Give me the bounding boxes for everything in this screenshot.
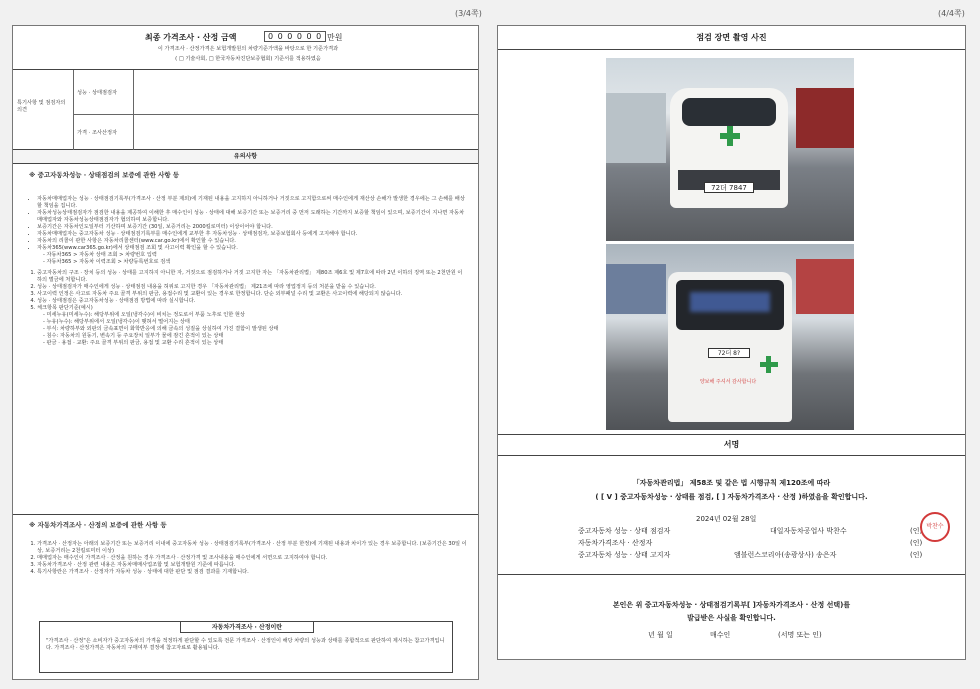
rear-vehicle-photo — [606, 244, 854, 430]
list-item: 2. 매매업자는 매수인이 가격조사 · 산정을 원하는 경우 가격조사 · 산정가격 및 조사내용을 매수인에게 서면으로 고지하여야 합니다. — [37, 555, 467, 562]
section2-title: ※ 자동차가격조사 · 산정의 보증에 관한 사항 등 — [29, 521, 167, 529]
law-line-1: 「자동차관리법」 제58조 및 같은 법 시행규칙 제120조에 따라 — [632, 479, 831, 487]
list-item: • 자동차성능상태점검자가 점검한 내용을 제공하여 이해한 후 매수인이 성능 · 상태에 대해 보증기간 또는 보증거리 중 먼저 도래하는 기간까지 보증할 책임이 있으며, 보증기간이 지나면 자동차매매업자와 자동차성능상태점검자가 협의하여 보증합니다. — [37, 210, 467, 224]
confirm-line-1: 본인은 위 중고자동차성능 · 상태점검기록부[ ]자동차가격조사 · 산정 선택)를 — [612, 601, 851, 609]
buyer-label: 매수인 — [710, 631, 731, 639]
seal-stamp: 박찬수 — [920, 512, 950, 542]
signer-role: 자동차가격조사 · 산정자 — [578, 539, 653, 547]
section1-bullets — [27, 196, 467, 252]
list-item: - 판금 · 용접 · 교환: 주요 골격 부위의 판금, 용접 및 교환 수리 흔적이 있는 상태 — [43, 340, 224, 347]
section2-body — [27, 541, 467, 576]
list-item: 4. 특기사항란은 가격조사 · 산정자가 자동차 성능 · 상태에 대한 판단 및 점검 결과를 기재합니다. — [37, 569, 467, 576]
front-vehicle-photo — [606, 58, 854, 241]
rear-sticker-text: 양보해 주셔서 감사합니다 — [699, 379, 757, 385]
section1-title: ※ 중고자동차성능 · 상태점검의 보증에 관한 사항 등 — [29, 171, 180, 179]
law-line-2: ( [ V ] 중고자동차성능 · 상태를 점검, [ ] 자동차가격조사 · 산정 )하였음을 확인합니다. — [595, 493, 868, 501]
special-notes-table — [13, 70, 478, 150]
signer-role: 중고자동차 성능 · 상태 점검자 — [578, 527, 671, 535]
list-item: 2. 성능 · 상태점검자가 매수인에게 성능 · 상태점검 내용을 허위로 고지한 경우 「자동차관리법」 제21조에 따라 영업정지 등의 처분을 받을 수 있습니다. — [37, 284, 467, 291]
list-item: • 자동차매매업자는 성능 · 상태점검기록부(가격조사 · 산정 부분 제외)에 기재된 내용을 고지하지 아니하거나 거짓으로 고지함으로써 매수인에게 재산상 손해가 발생한 경우에는 그 손해를 배상할 책임을 집니다. — [37, 196, 467, 210]
photo-header: 점검 장면 촬영 사진 — [696, 33, 767, 42]
list-item: - 누유(누수): 해당부위에서 오일(냉각수)이 맺혀서 떨어지는 상태 — [43, 319, 190, 326]
signer-mark: (인) — [910, 551, 923, 559]
signer-mark: (인) — [910, 527, 923, 535]
list-item: • 자동차365(www.car365.go.kr)에서 상태점검 조회 및 사고이력 확인을 할 수 있습니다. — [37, 245, 467, 252]
list-item: • 보증기간은 자동차인도일부터 기산하며 보증기간 (30일, 보증거리는 2000킬로미터) 이상이어야 합니다. — [37, 224, 467, 231]
list-item: 5. 체크항목 판단기준(예시) — [37, 305, 467, 312]
notice-title: 유의사항 — [233, 153, 258, 160]
signer-name: 대일자동차공업사 박찬수 — [770, 527, 847, 535]
section1-body — [27, 196, 467, 347]
price-subtitle: 이 가격조사 · 산정가격은 보험개발원의 차량기준가액을 바탕으로 한 기준가격과 — [157, 46, 339, 52]
list-item: - 자동차365 > 자동차 상태 조회 > 차량번호 입력 — [43, 252, 157, 259]
sign-header-bar — [498, 434, 965, 456]
photo-header-bar — [498, 26, 965, 50]
ambulance-rear — [668, 272, 792, 422]
special-row-inspector: 성능 · 상태점검자 — [77, 90, 118, 96]
right-page-number: (4/4쪽) — [938, 9, 965, 18]
left-page — [12, 25, 479, 680]
special-notes-label: 특기사항 및 점검자의 의견 — [17, 100, 66, 114]
list-item: 3. 사고이력 인정은 사고로 자동차 주요 골격 부위의 판금, 용접수리 및 교환이 있는 경우로 한정합니다. 단순 외부패널 수리 및 교환은 사고이력에 해당되지 않습니다. — [37, 291, 467, 298]
price-unit: 만원 — [327, 33, 343, 42]
notice-header — [13, 150, 478, 164]
list-item: - 침수: 자동차의 원동기, 변속기 등 주요장치 일부가 물에 잠긴 흔적이 있는 상태 — [43, 333, 224, 340]
list-item: 4. 성능 · 상태점검은 중고자동차성능 · 상태점검 방법에 따라 실시합니다. — [37, 298, 467, 305]
price-title: 최종 가격조사 · 산정 금액 — [145, 33, 237, 42]
section2-numbered — [27, 541, 467, 576]
sign-header: 서명 — [723, 440, 740, 449]
special-row-appraiser: 가격 · 조사산정자 — [77, 130, 118, 136]
price-box-text: "가격조사 · 산정"은 소비자가 중고자동차의 가격을 적정하게 판단할 수 있도록 전문 가격조사 · 산정인이 해당 차량의 성능과 상태를 종합적으로 판단하여 제시하는 참고가격입니다. 가격조사 · 산정가격은 자동차의 구매여부 결정에 참고자료로 활용됩니다. — [46, 638, 445, 652]
price-definition-box — [39, 621, 453, 673]
list-item: 1. 가격조사 · 산정자는 아래의 보증기간 또는 보증거리 이내에 중고자동차 성능 · 상태점검기록부(가격조사 · 산정 부분 한정)에 기재된 내용과 차이가 있는 경우 보증합니다. (보증기간은 30일 이상, 보증거리는 2천킬로미터 이상) — [37, 541, 467, 555]
buyer-date: 년 월 일 — [648, 631, 673, 639]
ambulance-front — [670, 88, 788, 208]
front-license-plate: 72더 7847 — [704, 182, 754, 193]
list-item: - 자동차365 > 자동차 이력조회 > 차량등록번호로 검색 — [43, 259, 171, 266]
left-page-number: (3/4쪽) — [455, 9, 482, 18]
signer-name: 앰블런스코리아(송광상사) 송은자 — [734, 551, 837, 559]
sign-date: 2024년 02월 28일 — [696, 515, 757, 523]
price-header — [13, 26, 478, 70]
price-standard-line: ( □ 기술사회, □ 한국자동차진단보증협회) 기준서를 적용하였음 — [175, 56, 321, 62]
price-amount: 0 0 0 0 0 0 — [264, 31, 326, 42]
list-item: • 자동차매매업자는 중고자동차 성능 · 상태점검기록부를 매수인에게 교부한 후 자동차성능 · 상태점검자, 보증보험회사 등에게 고지해야 합니다. — [37, 231, 467, 238]
right-page — [497, 25, 966, 660]
list-item: - 부식: 차량하부와 외판의 금속표면이 화학반응에 의해 금속의 성질을 상실하여 가진 결함이 발생된 상태 — [43, 326, 279, 333]
signer-mark: (인) — [910, 539, 923, 547]
list-item: 1. 중고자동차의 구조 · 장치 등의 성능 · 상태를 고지하지 아니한 자, 거짓으로 점검하거나 거짓 고지한 자는 「자동차관리법」 제80조 제6호 및 제7호에 따라 2년 이하의 징역 또는 2천만원 이하의 벌금에 처합니다. — [37, 270, 467, 284]
list-item: - 미세누유(미세누수): 해당부위에 오일(냉각수)이 비치는 정도로서 부품 노후로 인한 현상 — [43, 312, 245, 319]
confirm-line-2: 발급받은 사실을 확인합니다. — [687, 614, 776, 622]
rear-license-plate: 72더 8? — [708, 348, 750, 358]
list-item: • 자동차의 리콜이 관한 사항은 자동차리콜센터(www.car.go.kr)에서 확인할 수 있습니다. — [37, 238, 467, 245]
section1-numbered — [27, 270, 467, 312]
buyer-sign: (서명 또는 인) — [778, 631, 822, 639]
price-box-title: 자동차가격조사 · 산정이란 — [180, 621, 314, 633]
signer-role: 중고자동차 성능 · 상태 고지자 — [578, 551, 671, 559]
list-item: 3. 자동차가격조사 · 산정 관련 내용은 자동차매매사업조합 및 보험개발원 기준에 따릅니다. — [37, 562, 467, 569]
